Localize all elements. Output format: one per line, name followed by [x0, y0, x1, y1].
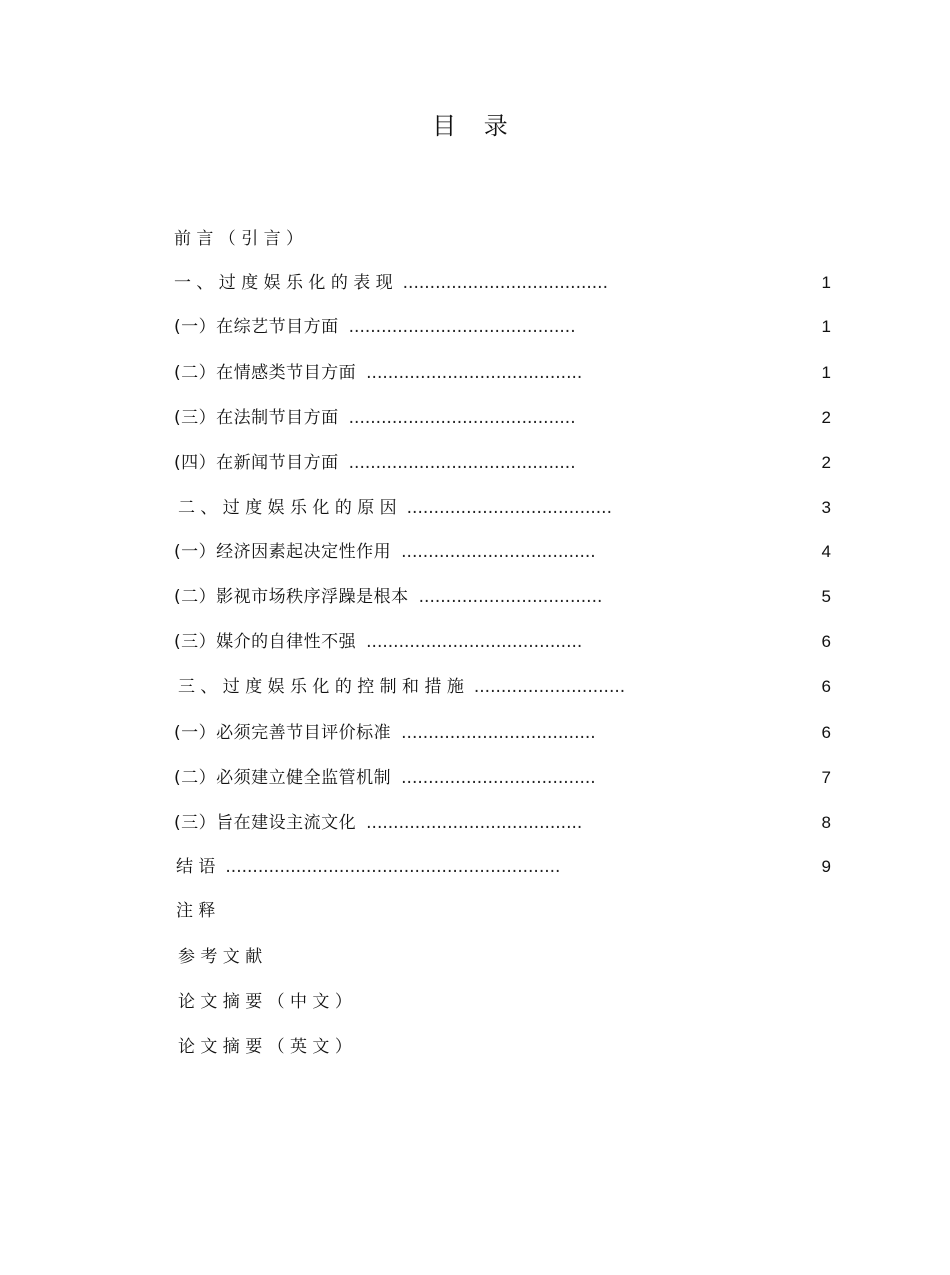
dot-leader: ........................................ — [366, 363, 583, 383]
toc-page-number: 6 — [821, 632, 831, 651]
toc-entry-label: 论 文 摘 要 （ 英 文 ） — [178, 1037, 352, 1057]
toc-page-number: 4 — [821, 542, 831, 561]
toc-page-number: 1 — [821, 363, 831, 382]
toc-entry-label: 结 语 — [176, 857, 216, 877]
toc-page-number: 9 — [821, 857, 831, 876]
dot-leader: ........................................ — [366, 813, 583, 833]
toc-page-number: 3 — [821, 498, 831, 517]
toc-entry-label: (一）在综艺节目方面 — [174, 317, 339, 337]
dot-leader: .................................. — [418, 587, 603, 607]
toc-entry-1-1[interactable] — [174, 315, 576, 339]
toc-entry-label: (一）经济因素起决定性作用 — [174, 542, 392, 562]
dot-leader: .......................................... — [348, 453, 576, 473]
toc-entry-2-3[interactable] — [174, 630, 582, 654]
toc-entry-label: (三）在法制节目方面 — [174, 408, 339, 428]
toc-entry-label: (一）必须完善节目评价标准 — [174, 723, 392, 743]
toc-entry-3-2[interactable] — [174, 766, 596, 790]
dot-leader: ...................................... — [406, 498, 612, 518]
toc-entry-conclusion[interactable] — [176, 855, 560, 879]
toc-entry-label: (二）影视市场秩序浮躁是根本 — [174, 587, 409, 607]
toc-entry-label: (三）旨在建设主流文化 — [174, 813, 357, 833]
toc-entry-chapter-3[interactable] — [178, 675, 625, 699]
toc-page-number: 6 — [821, 723, 831, 742]
toc-entry-notes[interactable] — [176, 899, 215, 923]
toc-entry-label: 二 、 过 度 娱 乐 化 的 原 因 — [178, 498, 397, 518]
toc-entry-label: (二）在情感类节目方面 — [174, 363, 357, 383]
toc-page-number: 5 — [821, 587, 831, 606]
dot-leader: ............................ — [473, 677, 626, 697]
toc-page-number: 2 — [821, 408, 831, 427]
toc-entry-label: 论 文 摘 要 （ 中 文 ） — [178, 992, 352, 1012]
toc-page-number: 1 — [821, 273, 831, 292]
toc-entry-1-2[interactable] — [174, 361, 582, 385]
toc-entry-label: (二）必须建立健全监管机制 — [174, 768, 392, 788]
toc-page-number: 1 — [821, 317, 831, 336]
dot-leader: ........................................ — [366, 632, 583, 652]
dot-leader: .............................................................. — [225, 857, 561, 877]
toc-entry-preface[interactable] — [174, 227, 303, 251]
toc-entry-abstract-english[interactable] — [178, 1035, 352, 1059]
toc-entry-label: 三 、 过 度 娱 乐 化 的 控 制 和 措 施 — [178, 677, 464, 697]
toc-entry-label: (四）在新闻节目方面 — [174, 453, 339, 473]
toc-page-number: 6 — [821, 677, 831, 696]
toc-entry-1-3[interactable] — [174, 406, 576, 430]
toc-entry-2-2[interactable] — [174, 585, 602, 609]
toc-entry-abstract-chinese[interactable] — [178, 990, 352, 1014]
dot-leader: .................................... — [401, 542, 596, 562]
toc-page-number: 8 — [821, 813, 831, 832]
toc-entry-label: 前 言 （ 引 言 ） — [174, 229, 304, 249]
toc-entry-label: 注 释 — [176, 901, 216, 921]
dot-leader: ...................................... — [402, 273, 608, 293]
toc-entry-label: 一 、 过 度 娱 乐 化 的 表 现 — [174, 273, 393, 293]
page-title: 目 录 — [432, 112, 518, 140]
dot-leader: .................................... — [401, 723, 596, 743]
toc-entry-3-1[interactable] — [174, 721, 596, 745]
toc-entry-1-4[interactable] — [174, 451, 576, 475]
dot-leader: .................................... — [401, 768, 596, 788]
toc-page-number: 2 — [821, 453, 831, 472]
toc-entry-3-3[interactable] — [174, 811, 582, 835]
toc-page-number: 7 — [821, 768, 831, 787]
toc-entry-chapter-2[interactable] — [178, 496, 612, 520]
toc-entry-references[interactable] — [178, 945, 262, 969]
dot-leader: .......................................... — [348, 408, 576, 428]
toc-entry-label: (三）媒介的自律性不强 — [174, 632, 357, 652]
toc-entry-label: 参 考 文 献 — [178, 947, 263, 967]
toc-entry-chapter-1[interactable] — [174, 271, 608, 295]
toc-entry-2-1[interactable] — [174, 540, 596, 564]
dot-leader: .......................................... — [348, 317, 576, 337]
